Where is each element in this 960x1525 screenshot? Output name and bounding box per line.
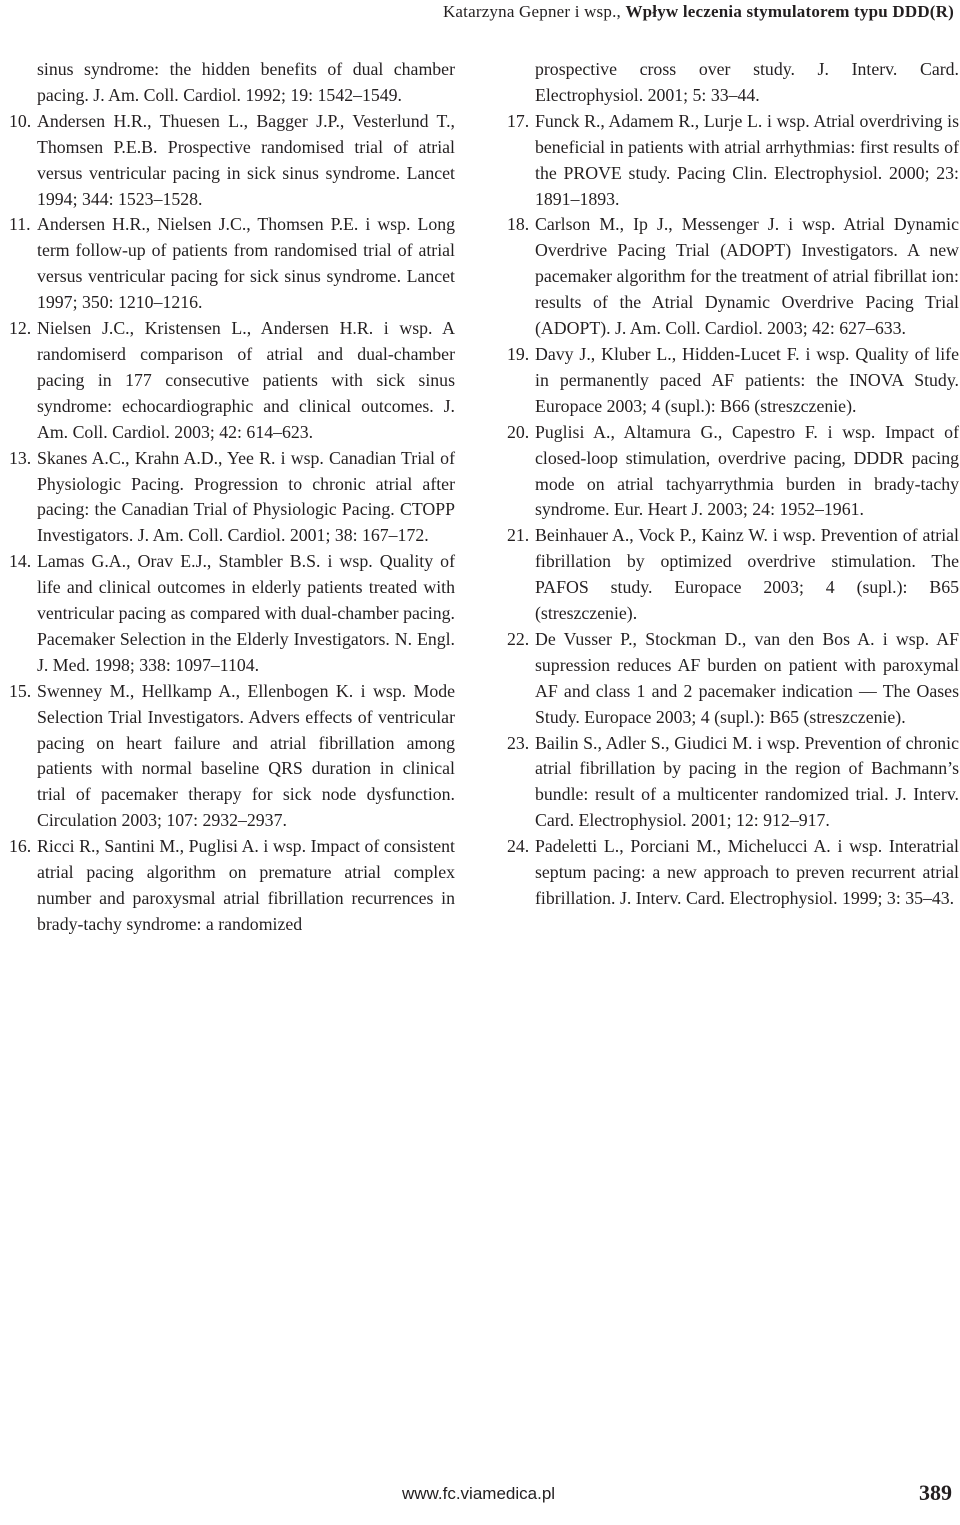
reference-14 [9, 549, 455, 679]
header-authors: Katarzyna Gepner i wsp., [442, 2, 621, 21]
reference-12 [9, 316, 455, 446]
page-number: 389 [919, 1480, 952, 1505]
reference-number: 13. [9, 447, 32, 468]
reference-number: 12. [9, 318, 32, 339]
reference-text: Bailin S., Adler S., Giudici M. i wsp. Prevention of chronic atrial fibrillation by pacing in the region of Bachmann’s bundle: result of a multicenter randomized trial. J. Interv. Card. Electrophysiol. 2001; 12: 912–917. [535, 732, 959, 831]
reference-text: Andersen H.R., Nielsen J.C., Thomsen P.E. i wsp. Long term follow-up of patients from randomised trial of atrial versus ventricular pacing for sick sinus syndrome. Lancet 1997; 350: 1210–1216. [37, 214, 455, 313]
reference-number: 16. [9, 836, 32, 857]
journal-url-link[interactable]: www.fc.viamedica.pl [402, 1484, 556, 1503]
reference-19 [507, 342, 959, 420]
reference-23 [507, 731, 959, 835]
reference-17 [507, 109, 959, 213]
reference-13 [9, 446, 455, 550]
reference-number: 15. [9, 680, 32, 701]
reference-text: Andersen H.R., Thuesen L., Bagger J.P., Vesterlund T., Thomsen P.E.B. Prospective randomised trial of atrial versus ventricular pacing in sick sinus syndrome. Lancet 1994; 344: 1523–1528. [37, 110, 455, 209]
reference-number: 23. [507, 732, 530, 753]
reference-number: 17. [507, 110, 530, 131]
reference-text: Padeletti L., Porciani M., Michelucci A. i wsp. Interatrial septum pacing: a new approach to preven recurrent atrial fibrillation. J. Interv. Card. Electrophysiol. 1999; 3: 35–43. [535, 836, 959, 908]
reference-text: Davy J., Kluber L., Hidden-Lucet F. i wsp. Quality of life in permanently paced AF patients: the INOVA Study. Europace 2003; 4 (supl.): B66 (streszczenie). [535, 343, 959, 416]
reference-text: Ricci R., Santini M., Puglisi A. i wsp. Impact of consistent atrial pacing algorithm on premature atrial complex number and paroxysmal atrial fibrillation recurrences in brady-tachy syndrome: a randomized [37, 836, 455, 934]
reference-text: Carlson M., Ip J., Messenger J. i wsp. Atrial Dynamic Overdrive Pacing Trial (ADOPT) Investigators. A new pacemaker algorithm for the treatment of atrial fibrillat ion: results of the Atrial Dynamic Overdrive Pacing Trial (ADOPT). J. Am. Coll. Cardiol. 2003; 42: 627–633. [535, 214, 959, 339]
reference-text: De Vusser P., Stockman D., van den Bos A. i wsp. AF supression reduces AF burden on patient with paroxymal AF and class 1 and 2 pacemaker indication — The Oases Study. Europace 2003; 4 (supl.): B65 (streszczenie). [535, 628, 959, 727]
reference-24 [507, 834, 959, 912]
reference-22 [507, 627, 959, 731]
left-column [9, 57, 455, 938]
reference-18 [507, 212, 959, 342]
reference-16 [9, 834, 455, 938]
reference-text: Swenney M., Hellkamp A., Ellenbogen K. i wsp. Mode Selection Trial Investigators. Advers effects of ventricular pacing on heart failure and atrial fibrillation among patients with normal baseline QRS duration in clinical trial of pacemaker therapy for sick node dysfunction. Circulation 2003; 107: 2932–2937. [37, 680, 455, 831]
reference-number: 10. [9, 110, 32, 131]
reference-21 [507, 523, 959, 627]
right-column [507, 57, 959, 912]
reference-15 [9, 679, 455, 834]
running-header [443, 2, 954, 22]
header-title: Wpływ leczenia stymulatorem typu DDD(R) [625, 2, 954, 21]
reference-11 [9, 212, 455, 316]
reference-text: Beinhauer A., Vock P., Kainz W. i wsp. Prevention of atrial fibrillation by optimized overdrive stimulation. The PAFOS study. Europace 2003; 4 (supl.): B65 (streszczenie). [535, 525, 959, 624]
reference-text: Lamas G.A., Orav E.J., Stambler B.S. i wsp. Quality of life and clinical outcomes in elderly patients treated with ventricular pacing as compared with dual-chamber pacing. Pacemaker Selection in the Elderly Investigators. N. Engl. J. Med. 1998; 338: 1097–1104. [37, 551, 455, 675]
reference-continuation: prospective cross over study. J. Interv. Card. Electrophysiol. 2001; 5: 33–44. [535, 59, 959, 105]
reference-number: 18. [507, 214, 530, 235]
reference-number: 11. [9, 214, 31, 235]
reference-text: Puglisi A., Altamura G., Capestro F. i wsp. Impact of closed-loop stimulation, overdrive pacing, DDDR pacing mode on atrial tachyarrythmia burden in brady-tachy syndrome. Eur. Heart J. 2003; 24: 1952–1961. [535, 421, 959, 520]
reference-number: 19. [507, 343, 530, 364]
reference-text: Skanes A.C., Krahn A.D., Yee R. i wsp. Canadian Trial of Physiologic Pacing. Progression to chronic atrial after pacing: the Canadian Trial of Physiologic Pacing. CTOPP Investigators. J. Am. Coll. Cardiol. 2001; 38: 167–172. [37, 447, 455, 546]
reference-text: Nielsen J.C., Kristensen L., Andersen H.R. i wsp. A randomiserd comparison of atrial and dual-chamber pacing in 177 consecutive patients with sick sinus syndrome: echocardiographic and clinical outcomes. J. Am. Coll. Cardiol. 2003; 42: 614–623. [37, 318, 455, 442]
reference-number: 21. [507, 525, 530, 546]
reference-10 [9, 109, 455, 213]
reference-number: 14. [9, 551, 32, 572]
reference-20 [507, 420, 959, 524]
reference-text: Funck R., Adamem R., Lurje L. i wsp. Atrial overdriving is beneficial in patients with atrial arrhythmias: first results of the PROVE study. Pacing Clin. Electrophysiol. 2000; 23: 1891–1893. [535, 110, 959, 209]
reference-number: 24. [507, 836, 530, 857]
reference-number: 20. [507, 421, 530, 442]
reference-continuation: sinus syndrome: the hidden benefits of dual chamber pacing. J. Am. Coll. Cardiol. 1992; 19: 1542–1549. [37, 59, 455, 105]
reference-number: 22. [507, 628, 530, 649]
